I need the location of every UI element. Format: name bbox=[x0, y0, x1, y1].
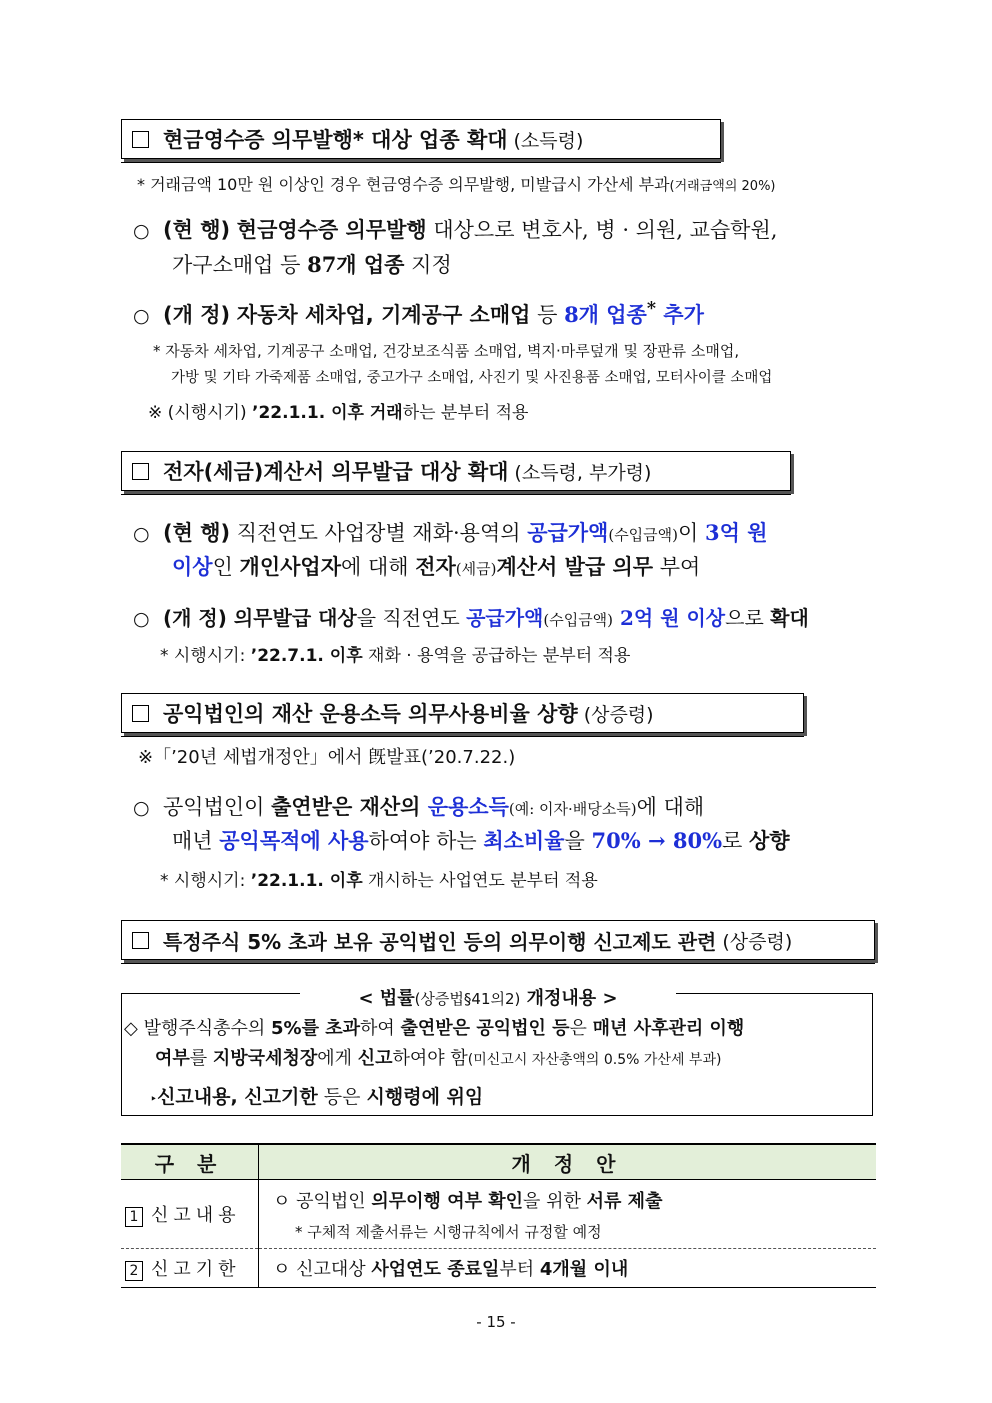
section-title-e-invoice: 전자(세금)계산서 의무발급 대상 확대 (소득령, 부가령) bbox=[121, 451, 791, 491]
s1-current-line2: 가구소매업 등 87개 업종 지정 bbox=[172, 252, 452, 277]
law-desc-line3: ‣신고내용, 신고기한 등은 시행령에 위임 bbox=[150, 1086, 484, 1108]
s3-line2: 매년 공익목적에 사용하여야 하는 최소비율을 70% → 80%로 상향 bbox=[172, 828, 790, 853]
s2-effective-date: * 시행시기: ’22.7.1. 이후 재화 · 용역을 공급하는 분부터 적용 bbox=[160, 646, 631, 666]
s1-current-line1: ○ (현 행) 현금영수증 의무발행 대상으로 변호사, 병 · 의원, 교습학원, bbox=[133, 218, 778, 242]
section-rule bbox=[121, 736, 804, 737]
table-header-row bbox=[121, 1144, 876, 1180]
s1-detail-line2: 가방 및 기타 가죽제품 소매업, 중고가구 소매업, 사진기 및 사진용품 소매업, 모터사이클 소매업 bbox=[171, 370, 773, 386]
s2-current-line2: 이상인 개인사업자에 대해 전자(세금)계산서 발급 의무 부여 bbox=[172, 554, 701, 579]
s2-current-line1: ○ (현 행) 직전연도 사업장별 재화·용역의 공급가액(수입금액)이 3억 원 bbox=[133, 520, 768, 545]
s1-detail-line1: * 자동차 세차업, 기계공구 소매업, 건강보조식품 소매업, 벽지·마루덮개 및 장판류 소매업, bbox=[153, 342, 740, 360]
checkbox-square-icon bbox=[132, 705, 149, 722]
triangle-bullet-icon: ‣ bbox=[150, 1092, 158, 1106]
number-box-icon: 2 bbox=[125, 1261, 143, 1281]
table-header-proposal: 개 정 안 bbox=[259, 1144, 877, 1180]
s1-footnote: * 거래금액 10만 원 이상인 경우 현금영수증 의무발행, 미발급시 가산세 부과(거래금액의 20%) bbox=[137, 175, 776, 194]
checkbox-square-icon bbox=[132, 932, 149, 949]
table-row: 1 신고내용 ㅇ 공익법인 의무이행 여부 확인을 위한 서류 제출 * 구체적 제출서류는 시행규칙에서 규정할 예정 bbox=[121, 1180, 876, 1249]
section-title-reporting-system: 특정주식 5% 초과 보유 공익법인 등의 의무이행 신고제도 관련 (상증령) bbox=[121, 920, 875, 960]
table-row: 2 신고기한 ㅇ 신고대상 사업연도 종료일부터 4개월 이내 bbox=[121, 1249, 876, 1288]
s3-reference: ※「’20년 세법개정안」에서 旣발표(’20.7.22.) bbox=[138, 747, 516, 768]
number-box-icon: 1 bbox=[125, 1207, 143, 1227]
r1-content: ㅇ 공익법인 의무이행 여부 확인을 위한 서류 제출 bbox=[273, 1190, 663, 1212]
circle-bullet-icon: ○ bbox=[133, 523, 150, 545]
section-rule bbox=[121, 963, 875, 964]
circle-bullet-icon: ○ bbox=[133, 797, 150, 819]
checkbox-square-icon bbox=[132, 131, 149, 148]
page-number: - 15 - bbox=[476, 1313, 516, 1331]
s3-effective-date: * 시행시기: ’22.1.1. 이후 개시하는 사업연도 분부터 적용 bbox=[160, 871, 598, 891]
section-rule bbox=[121, 494, 791, 495]
s3-line1: ○ 공익법인이 출연받은 재산의 운용소득(예: 이자·배당소득)에 대해 bbox=[133, 794, 705, 819]
circle-bullet-icon: ○ bbox=[133, 305, 150, 327]
law-desc-line2: 여부를 지방국세청장에게 신고하여야 함(미신고시 자산총액의 0.5% 가산세 부과) bbox=[155, 1048, 722, 1069]
section-title-public-interest-ratio: 공익법인의 재산 운용소득 의무사용비율 상향 (상증령) bbox=[121, 693, 804, 733]
s2-revision-line: ○ (개 정) 의무발급 대상을 직전연도 공급가액(수입금액) 2억 원 이상으로 확대 bbox=[133, 606, 809, 630]
r1-note: * 구체적 제출서류는 시행규칙에서 규정할 예정 bbox=[295, 1222, 602, 1241]
circle-bullet-icon: ○ bbox=[133, 220, 150, 242]
section-rule bbox=[121, 162, 721, 163]
table-header-category: 구 분 bbox=[121, 1144, 259, 1180]
circle-bullet-icon: ○ bbox=[133, 608, 150, 630]
checkbox-square-icon bbox=[132, 463, 149, 480]
law-desc-line1: ◇ 발행주식총수의 5%를 초과하여 출연받은 공익법인 등은 매년 사후관리 이행 bbox=[124, 1018, 745, 1039]
s1-effective-date: ※ (시행시기) ’22.1.1. 이후 거래하는 분부터 적용 bbox=[148, 403, 529, 423]
amendment-table bbox=[121, 1143, 876, 1288]
law-amendment-caption: < 법률(상증법§41의2) 개정내용 > bbox=[300, 984, 676, 1010]
section-title-cash-receipt: 현금영수증 의무발행* 대상 업종 확대 (소득령) bbox=[121, 119, 721, 159]
s1-revision-line: ○ (개 정) 자동차 세차업, 기계공구 소매업 등 8개 업종* 추가 bbox=[133, 299, 704, 327]
